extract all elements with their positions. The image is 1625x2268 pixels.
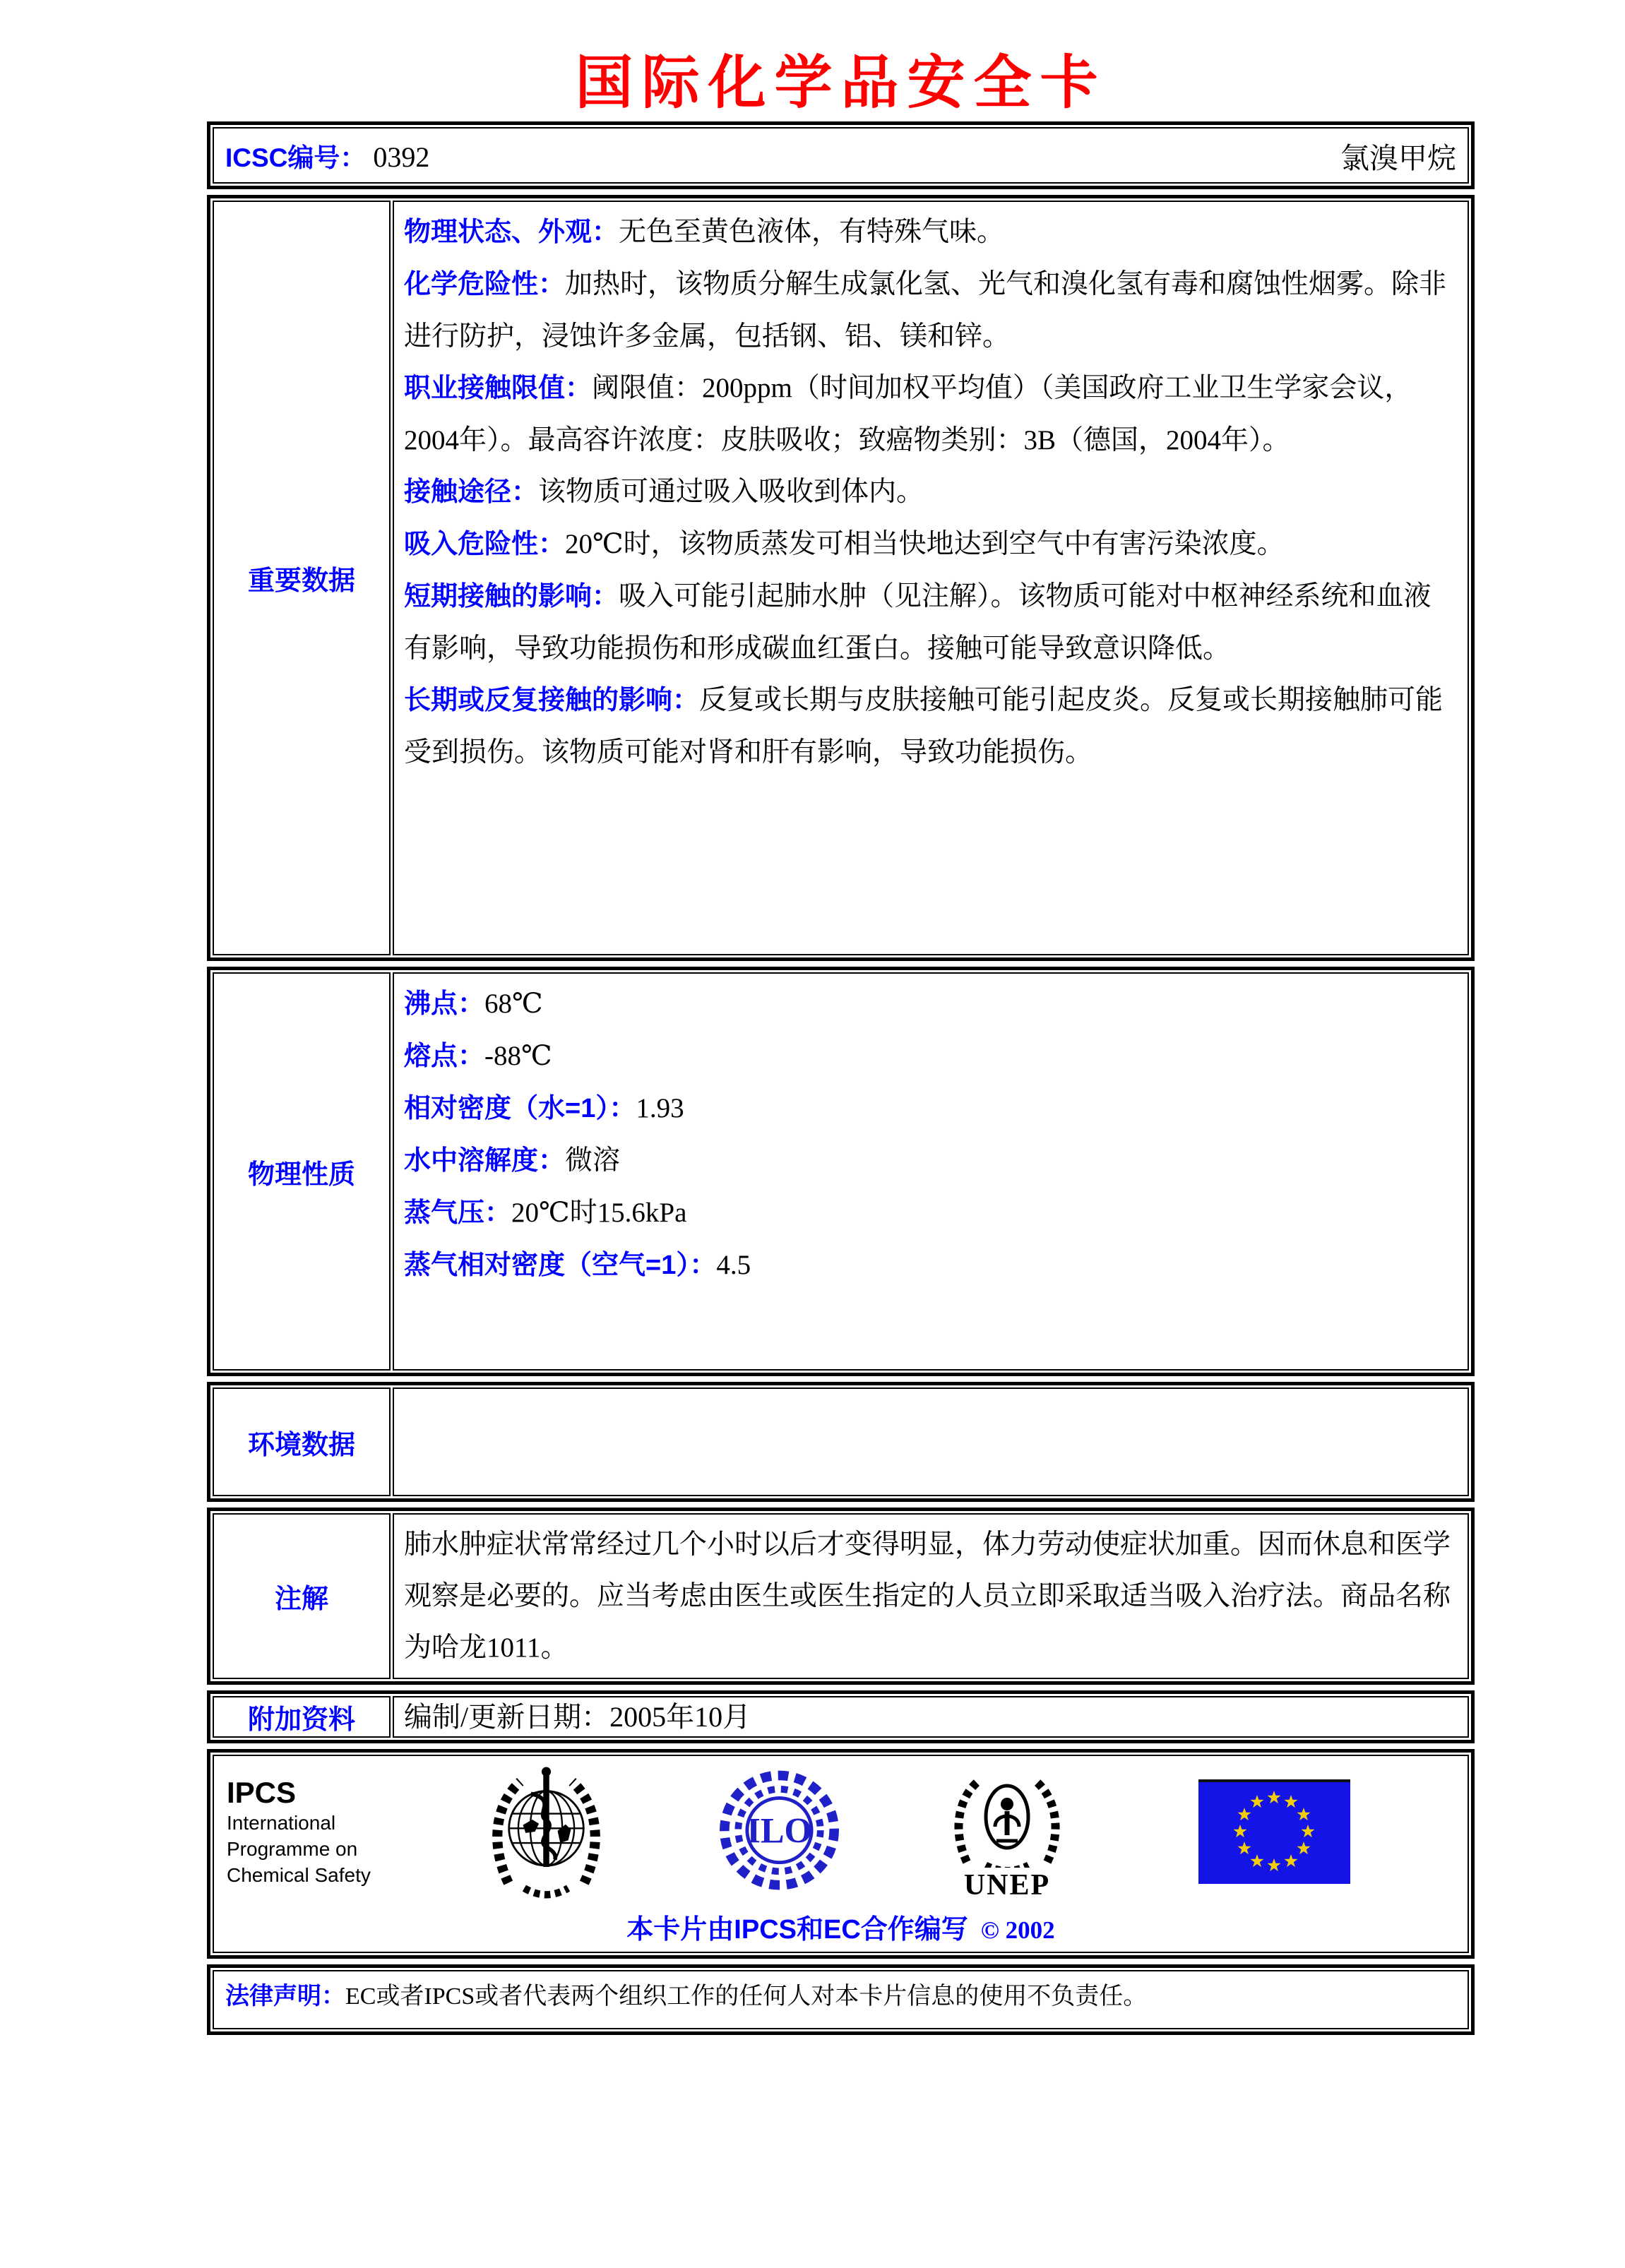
header-table [207,121,1475,189]
icsc-number-group [225,136,429,174]
notes-text: 肺水肿症状常常经过几个小时以后才变得明显，体力劳动使症状加重。因而休息和医学观察是必要的。应当考虑由医生或医生指定的人员立即采取适当吸入治疗法。商品名称为哈龙1011。 [404,1529,1451,1663]
important-data-table [207,195,1475,961]
field-water-solubility: 水中溶解度：微溶 [404,1145,621,1176]
update-date-text: 编制/更新日期：2005年10月 [404,1700,751,1733]
field-melting-point: 熔点：-88℃ [404,1041,552,1071]
unep-logo-block [947,1762,1067,1902]
ipcs-subtitle-line3: Chemical Safety [227,1863,371,1886]
field-inhalation-risk: 吸入危险性：20℃时，该物质蒸发可相当快地达到空气中有害污染浓度。 [404,529,1285,559]
icsc-number-label: ICSC编号： [225,143,367,172]
section-label-physical: 物理性质 [213,972,391,1371]
section-label-notes: 注解 [213,1513,391,1679]
ilo-monogram: ILO [746,1810,812,1851]
header-row [213,127,1469,184]
field-physical-state: 物理状态、外观：无色至黄色液体，有特殊气味。 [404,217,1005,247]
footer-content [213,1755,1469,1953]
unep-wordmark: UNEP [963,1868,1051,1902]
field-long-term-effects: 长期或反复接触的影响：反复或长期与皮肤接触可能引起皮炎。反复或长期接触肺可能受到损伤。该物质可能对肾和肝有影响，导致功能损伤。 [404,685,1444,768]
ilo-logo-icon [718,1762,841,1902]
additional-info-table [207,1690,1475,1743]
section-label-additional: 附加资料 [213,1696,391,1738]
ipcs-text-block [227,1776,424,1888]
field-short-term-effects: 短期接触的影响：吸入可能引起肺水肿（见注解）。该物质可能对中枢神经系统和血液有影响，导致功能损伤和形成碳血红蛋白。接触可能导致意识降低。 [404,581,1431,664]
notes-table [207,1508,1475,1685]
unep-logo-icon [947,1762,1067,1868]
eu-flag-icon [1198,1779,1350,1884]
physical-properties-content [393,972,1469,1371]
important-data-content [393,201,1469,955]
environmental-data-content [393,1387,1469,1496]
notes-content [393,1513,1469,1679]
ipcs-title: IPCS [227,1775,297,1809]
section-label-important: 重要数据 [213,201,391,955]
section-label-env: 环境数据 [213,1387,391,1496]
page-title: 国际化学品安全卡 [575,51,1107,115]
logo-row [221,1762,1460,1902]
field-boiling-point: 沸点：68℃ [404,989,543,1019]
field-vapor-pressure: 蒸气压：20℃时15.6kPa [404,1198,687,1228]
legal-notice-text: EC或者IPCS或者代表两个组织工作的任何人对本卡片信息的使用不负责任。 [345,1983,1148,2010]
footer-caption [221,1907,1460,1946]
footer-copyright: © 2002 [980,1916,1055,1944]
legal-notice-label: 法律声明： [225,1983,345,2010]
physical-properties-table [207,967,1475,1376]
field-exposure-routes: 接触途径：该物质可通过吸入吸收到体内。 [404,477,924,507]
icsc-number-value: 0392 [373,141,430,173]
legal-notice-table [207,1964,1475,2035]
additional-info-content [393,1696,1469,1738]
field-relative-density: 相对密度（水=1）：1.93 [404,1093,684,1123]
ipcs-subtitle-line2: Programme on [227,1837,358,1860]
who-logo-icon [481,1762,612,1902]
field-chemical-danger: 化学危险性：加热时，该物质分解生成氯化氢、光气和溴化氢有毒和腐蚀性烟雾。除非进行防护，浸蚀许多金属，包括钢、铝、镁和锌。 [404,269,1447,352]
footer-caption-text: 本卡片由IPCS和EC合作编写 [626,1915,968,1945]
field-occupational-limits: 职业接触限值：阈限值：200ppm（时间加权平均值）（美国政府工业卫生学家会议，2004年）。最高容许浓度：皮肤吸收；致癌物类别：3B（德国，2004年）。 [404,373,1412,455]
card-body [207,121,1475,2041]
field-vapor-relative-density: 蒸气相对密度（空气=1）：4.5 [404,1250,751,1280]
footer-logos-table [207,1749,1475,1959]
chemical-name: 氯溴甲烷 [1340,141,1456,174]
ipcs-subtitle-line1: International [227,1811,336,1834]
environmental-data-table [207,1382,1475,1502]
legal-notice-content [213,1970,1469,2029]
